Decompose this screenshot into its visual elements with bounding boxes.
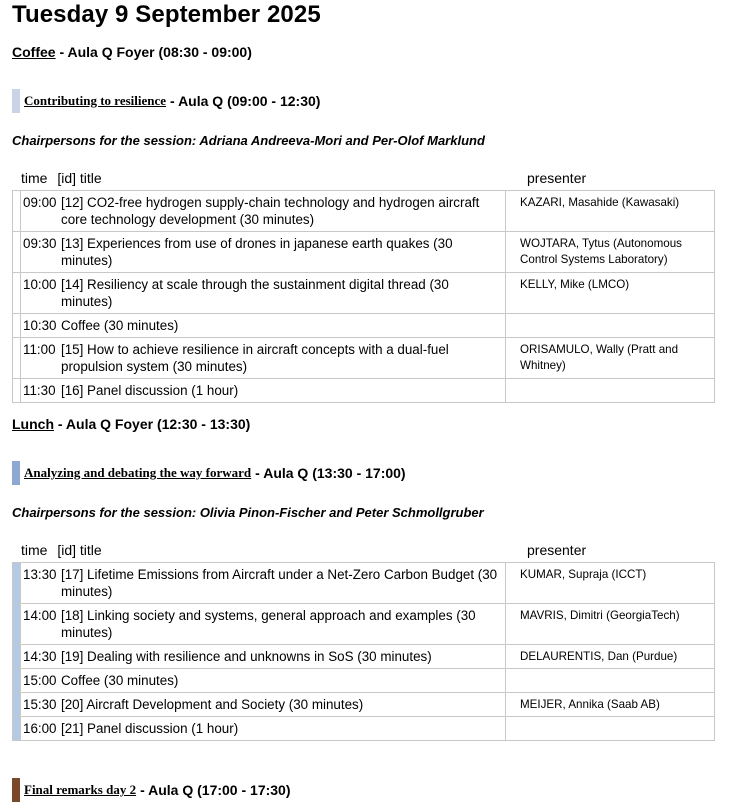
row-time: 13:30 bbox=[23, 567, 57, 582]
table-row bbox=[13, 717, 715, 741]
row-title: [14] Resiliency at scale through the sustainment digital thread (30 minutes) bbox=[61, 277, 449, 309]
row-time: 11:30 bbox=[23, 383, 56, 398]
table-row bbox=[13, 379, 715, 403]
header-time: time bbox=[21, 170, 48, 186]
session-color-bar bbox=[12, 89, 20, 113]
session-header bbox=[12, 778, 291, 802]
table-row bbox=[13, 645, 715, 669]
row-title: [18] Linking society and systems, general approach and examples (30 minutes) bbox=[61, 608, 476, 640]
session-header bbox=[12, 461, 406, 485]
row-presenter: DELAURENTIS, Dan (Purdue) bbox=[506, 645, 715, 669]
row-presenter bbox=[506, 669, 715, 693]
row-presenter: KAZARI, Masahide (Kawasaki) bbox=[506, 191, 715, 232]
row-marker bbox=[13, 717, 21, 741]
row-marker bbox=[13, 693, 21, 717]
row-marker bbox=[13, 191, 21, 232]
table-header bbox=[21, 542, 587, 558]
table-row bbox=[13, 314, 715, 338]
row-presenter bbox=[506, 717, 715, 741]
break-coffee bbox=[12, 44, 252, 60]
session-location: - Aula Q (13:30 - 17:00) bbox=[255, 465, 406, 481]
row-time: 10:00 bbox=[23, 277, 57, 292]
session-location: - Aula Q (09:00 - 12:30) bbox=[170, 93, 321, 109]
row-title: [12] CO2-free hydrogen supply-chain technology and hydrogen aircraft core technology development (30 minutes) bbox=[61, 195, 480, 227]
break-name-link[interactable]: Coffee bbox=[12, 44, 56, 60]
table-row bbox=[13, 563, 715, 604]
row-time: 16:00 bbox=[23, 721, 57, 736]
row-title: [19] Dealing with resilience and unknowns in SoS (30 minutes) bbox=[61, 649, 432, 664]
session-color-bar bbox=[12, 461, 20, 485]
table-row bbox=[13, 191, 715, 232]
row-title: [16] Panel discussion (1 hour) bbox=[61, 383, 239, 398]
row-marker bbox=[13, 379, 21, 403]
row-presenter: MEIJER, Annika (Saab AB) bbox=[506, 693, 715, 717]
session-location: - Aula Q (17:00 - 17:30) bbox=[140, 782, 291, 798]
row-time: 11:00 bbox=[23, 342, 56, 357]
table-row bbox=[13, 693, 715, 717]
schedule-table bbox=[12, 190, 715, 403]
header-presenter: presenter bbox=[527, 542, 587, 558]
table-header bbox=[21, 170, 587, 186]
row-marker bbox=[13, 273, 21, 314]
row-time: 14:30 bbox=[23, 649, 57, 664]
session-chairs: Chairpersons for the session: Adriana Andreeva-Mori and Per-Olof Marklund bbox=[12, 133, 485, 148]
row-marker bbox=[13, 232, 21, 273]
header-presenter: presenter bbox=[527, 170, 587, 186]
row-title: [13] Experiences from use of drones in japanese earth quakes (30 minutes) bbox=[61, 236, 453, 268]
session-name-link[interactable]: Analyzing and debating the way forward bbox=[24, 465, 252, 480]
schedule-table bbox=[12, 562, 715, 741]
header-id-title: [id] title bbox=[57, 170, 102, 186]
page-title: Tuesday 9 September 2025 bbox=[12, 1, 321, 28]
row-marker bbox=[13, 338, 21, 379]
row-title: [17] Lifetime Emissions from Aircraft under a Net-Zero Carbon Budget (30 minutes) bbox=[61, 567, 498, 599]
break-location: - Aula Q Foyer (12:30 - 13:30) bbox=[54, 416, 251, 432]
row-time: 09:00 bbox=[23, 195, 57, 210]
table-row bbox=[13, 273, 715, 314]
break-location: - Aula Q Foyer (08:30 - 09:00) bbox=[55, 44, 252, 60]
row-title: Coffee (30 minutes) bbox=[61, 673, 179, 688]
table-row bbox=[13, 604, 715, 645]
break-name-link[interactable]: Lunch bbox=[12, 416, 54, 432]
row-presenter: WOJTARA, Tytus (Autonomous Control Systems Laboratory) bbox=[506, 232, 715, 273]
table-row bbox=[13, 232, 715, 273]
row-title: [15] How to achieve resilience in aircraft concepts with a dual-fuel propulsion system (30 minutes) bbox=[61, 342, 449, 374]
row-time: 14:00 bbox=[23, 608, 57, 623]
row-presenter bbox=[506, 379, 715, 403]
session-chairs: Chairpersons for the session: Olivia Pinon-Fischer and Peter Schmollgruber bbox=[12, 505, 484, 520]
header-time: time bbox=[21, 542, 48, 558]
session-name-link[interactable]: Contributing to resilience bbox=[24, 93, 167, 108]
table-row bbox=[13, 338, 715, 379]
row-title: Coffee (30 minutes) bbox=[61, 318, 179, 333]
row-presenter: KELLY, Mike (LMCO) bbox=[506, 273, 715, 314]
row-time: 15:00 bbox=[23, 673, 57, 688]
session-color-bar bbox=[12, 778, 20, 802]
row-marker bbox=[13, 669, 21, 693]
session-name-link[interactable]: Final remarks day 2 bbox=[24, 782, 137, 797]
table-row bbox=[13, 669, 715, 693]
row-title: [21] Panel discussion (1 hour) bbox=[61, 721, 239, 736]
row-time: 09:30 bbox=[23, 236, 57, 251]
row-time: 15:30 bbox=[23, 697, 57, 712]
row-time: 10:30 bbox=[23, 318, 57, 333]
row-marker bbox=[13, 563, 21, 604]
row-marker bbox=[13, 645, 21, 669]
row-presenter bbox=[506, 314, 715, 338]
row-marker bbox=[13, 314, 21, 338]
row-presenter: MAVRIS, Dimitri (GeorgiaTech) bbox=[506, 604, 715, 645]
row-presenter: ORISAMULO, Wally (Pratt and Whitney) bbox=[506, 338, 715, 379]
row-title: [20] Aircraft Development and Society (30 minutes) bbox=[61, 697, 364, 712]
row-marker bbox=[13, 604, 21, 645]
row-presenter: KUMAR, Supraja (ICCT) bbox=[506, 563, 715, 604]
break-lunch bbox=[12, 416, 250, 432]
header-id-title: [id] title bbox=[57, 542, 102, 558]
session-header bbox=[12, 89, 320, 113]
